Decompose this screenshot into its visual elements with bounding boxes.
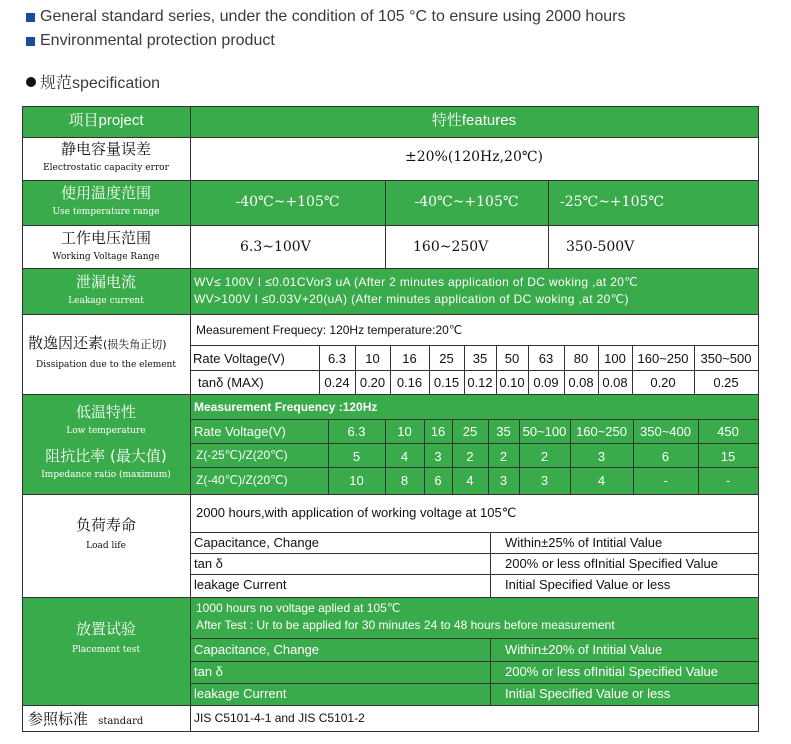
- voltage-value-3: 350-500V: [566, 239, 635, 255]
- lowtemp-label-zh: 低温特性: [75, 403, 136, 421]
- standard-value: JIS C5101-4-1 and JIS C5101-2: [194, 711, 365, 725]
- placement-label-en: Placement test: [72, 645, 140, 655]
- capacity-label-zh: 静电容量误差: [60, 140, 151, 158]
- temp-value-2: -40℃~+105℃: [414, 194, 519, 210]
- rate-voltage-cell: 63: [538, 351, 554, 366]
- standard-label: 参照标准 standard: [28, 710, 144, 728]
- z25-cell: 2: [540, 449, 549, 464]
- temp-label-en: Use temperature range: [52, 207, 160, 217]
- tan-max-cell: 0.15: [433, 375, 460, 390]
- lowtemp-rv-cell: 6.3: [347, 424, 366, 439]
- spec-heading: 规范specification: [26, 70, 160, 93]
- z25-cell: 5: [352, 449, 361, 464]
- dissipation-label-en: Dissipation due to the element: [36, 360, 176, 370]
- dissipation-rv-label: Rate Voltage(V): [193, 351, 285, 366]
- voltage-value-2: 160~250V: [413, 239, 489, 255]
- temp-value-1: -40℃~+105℃: [235, 194, 340, 210]
- intro-line-2: Environmental protection product: [26, 32, 275, 50]
- voltage-label-en: Working Voltage Range: [52, 252, 160, 262]
- z25-cell: 6: [661, 449, 670, 464]
- tan-max-cell: 0.20: [359, 375, 386, 390]
- impedance-label-en: Impedance ratio (maximum): [41, 470, 171, 480]
- rate-voltage-cell: 25: [439, 351, 454, 366]
- z40-cell: 10: [349, 473, 364, 488]
- lowtemp-label-en: Low temperature: [66, 426, 146, 436]
- lowtemp-rv-cell: 160~250: [576, 424, 627, 439]
- lowtemp-rv-cell: 25: [462, 424, 478, 439]
- loadlife-leak-value: Initial Specified Value or less: [505, 577, 671, 592]
- z40-cell: 8: [400, 473, 409, 488]
- header-features: 特性features: [431, 112, 517, 129]
- leakage-label-en: Leakage current: [68, 296, 144, 306]
- lowtemp-rv-cell: 50~100: [522, 424, 567, 439]
- rate-voltage-cell: 160~250: [637, 351, 689, 366]
- lowtemp-rv-label: Rate Voltage(V): [194, 424, 286, 439]
- placement-leak-value: Initial Specified Value or less: [505, 686, 671, 701]
- tan-max-cell: 0.20: [650, 375, 676, 390]
- lowtemp-z25-label: Z(-25℃)/Z(20℃): [196, 448, 288, 462]
- z40-cell: -: [725, 473, 731, 488]
- z40-cell: 3: [499, 473, 508, 488]
- rate-voltage-cell: 350~500: [700, 351, 752, 366]
- z40-cell: -: [663, 473, 668, 488]
- placement-text-1: 1000 hours no voltage aplied at 105℃: [196, 601, 401, 615]
- tan-max-cell: 0.12: [467, 375, 493, 390]
- rate-voltage-cell: 80: [573, 351, 589, 366]
- rate-voltage-cell: 6.3: [327, 351, 347, 366]
- blue-square-icon: [26, 37, 35, 46]
- loadlife-leak-label: leakage Current: [194, 577, 287, 592]
- z25-cell: 3: [597, 449, 606, 464]
- voltage-label-zh: 工作电压范围: [60, 229, 151, 247]
- lowtemp-measure: Measurement Frequency :120Hz: [194, 400, 378, 414]
- voltage-value-1: 6.3~100V: [240, 239, 311, 255]
- header-item: 项目project: [68, 112, 144, 129]
- placement-label-zh: 放置试验: [75, 620, 136, 638]
- z25-cell: 3: [434, 449, 442, 464]
- loadlife-cap-value: Within±25% of Intitial Value: [505, 535, 663, 550]
- dissipation-measure: Measurement Frequecy: 120Hz temperature:20℃: [196, 323, 463, 337]
- lowtemp-z40-label: Z(-40℃)/Z(20℃): [196, 473, 288, 487]
- rate-voltage-cell: 35: [472, 351, 488, 366]
- placement-leak-label: leakage Current: [194, 686, 287, 701]
- leakage-label-zh: 泄漏电流: [75, 273, 136, 291]
- z40-cell: 4: [466, 473, 474, 488]
- loadlife-hours: 2000 hours,with application of working voltage at 105℃: [196, 505, 517, 520]
- leakage-line-2: WV>100V I ≤0.03V+20(uA) (After minutes application of DC woking ,at 20℃): [194, 292, 629, 306]
- tan-max-cell: 0.25: [713, 375, 739, 390]
- dissipation-label-zh: 散逸因还素(损失角正切): [28, 334, 167, 352]
- placement-cap-label: Capacitance, Change: [194, 642, 320, 657]
- capacity-label-en: Electrostatic capacity error: [43, 163, 169, 173]
- lowtemp-rv-cell: 450: [717, 424, 739, 439]
- lowtemp-rv-cell: 350~400: [640, 424, 691, 439]
- z25-cell: 2: [466, 449, 474, 464]
- z25-cell: 15: [720, 449, 736, 464]
- lowtemp-rv-cell: 16: [430, 424, 446, 439]
- rate-voltage-cell: 100: [604, 351, 626, 366]
- placement-cap-value: Within±20% of Intitial Value: [505, 642, 663, 657]
- tan-max-cell: 0.09: [533, 375, 559, 390]
- rate-voltage-cell: 10: [365, 351, 380, 366]
- temp-label-zh: 使用温度范围: [60, 184, 151, 202]
- tan-max-cell: 0.10: [499, 375, 525, 390]
- leakage-line-1: WV≤ 100V I ≤0.01CVor3 uA (After 2 minutes application of DC woking ,at 20℃: [194, 275, 639, 289]
- dissipation-tan-label: tanδ (MAX): [198, 375, 264, 390]
- loadlife-label-zh: 负荷寿命: [75, 516, 136, 534]
- capacity-value: ±20%(120Hz,20℃): [404, 149, 543, 165]
- temp-value-3: -25℃~+105℃: [560, 194, 665, 210]
- z40-cell: 3: [540, 473, 549, 488]
- tan-max-cell: 0.08: [602, 375, 628, 390]
- lowtemp-rv-cell: 10: [397, 424, 412, 439]
- tan-max-cell: 0.24: [324, 375, 350, 390]
- placement-tan-label: tan δ: [194, 664, 223, 679]
- loadlife-tan-value: 200% or less ofInitial Specified Value: [505, 556, 718, 571]
- placement-text-2: After Test : Ur to be applied for 30 minutes 24 to 48 hours before measurement: [196, 618, 615, 632]
- placement-tan-value: 200% or less ofInitial Specified Value: [505, 664, 718, 679]
- loadlife-label-en: Load life: [86, 541, 126, 551]
- tan-max-cell: 0.08: [568, 375, 594, 390]
- lowtemp-rv-cell: 35: [496, 424, 511, 439]
- rate-voltage-cell: 50: [504, 351, 520, 366]
- z25-cell: 2: [499, 449, 508, 464]
- blue-square-icon: [26, 13, 35, 22]
- z40-cell: 4: [597, 473, 606, 488]
- rate-voltage-cell: 16: [402, 351, 417, 366]
- z40-cell: 6: [434, 473, 442, 488]
- loadlife-tan-label: tan δ: [194, 556, 223, 571]
- black-dot-icon: [26, 77, 36, 87]
- impedance-label-zh: 阻抗比率 (最大值): [45, 447, 167, 465]
- tan-max-cell: 0.16: [396, 375, 423, 390]
- intro-line-1: General standard series, under the condition of 105 °C to ensure using 2000 hours: [26, 8, 625, 26]
- loadlife-cap-label: Capacitance, Change: [194, 535, 320, 550]
- z25-cell: 4: [400, 449, 409, 464]
